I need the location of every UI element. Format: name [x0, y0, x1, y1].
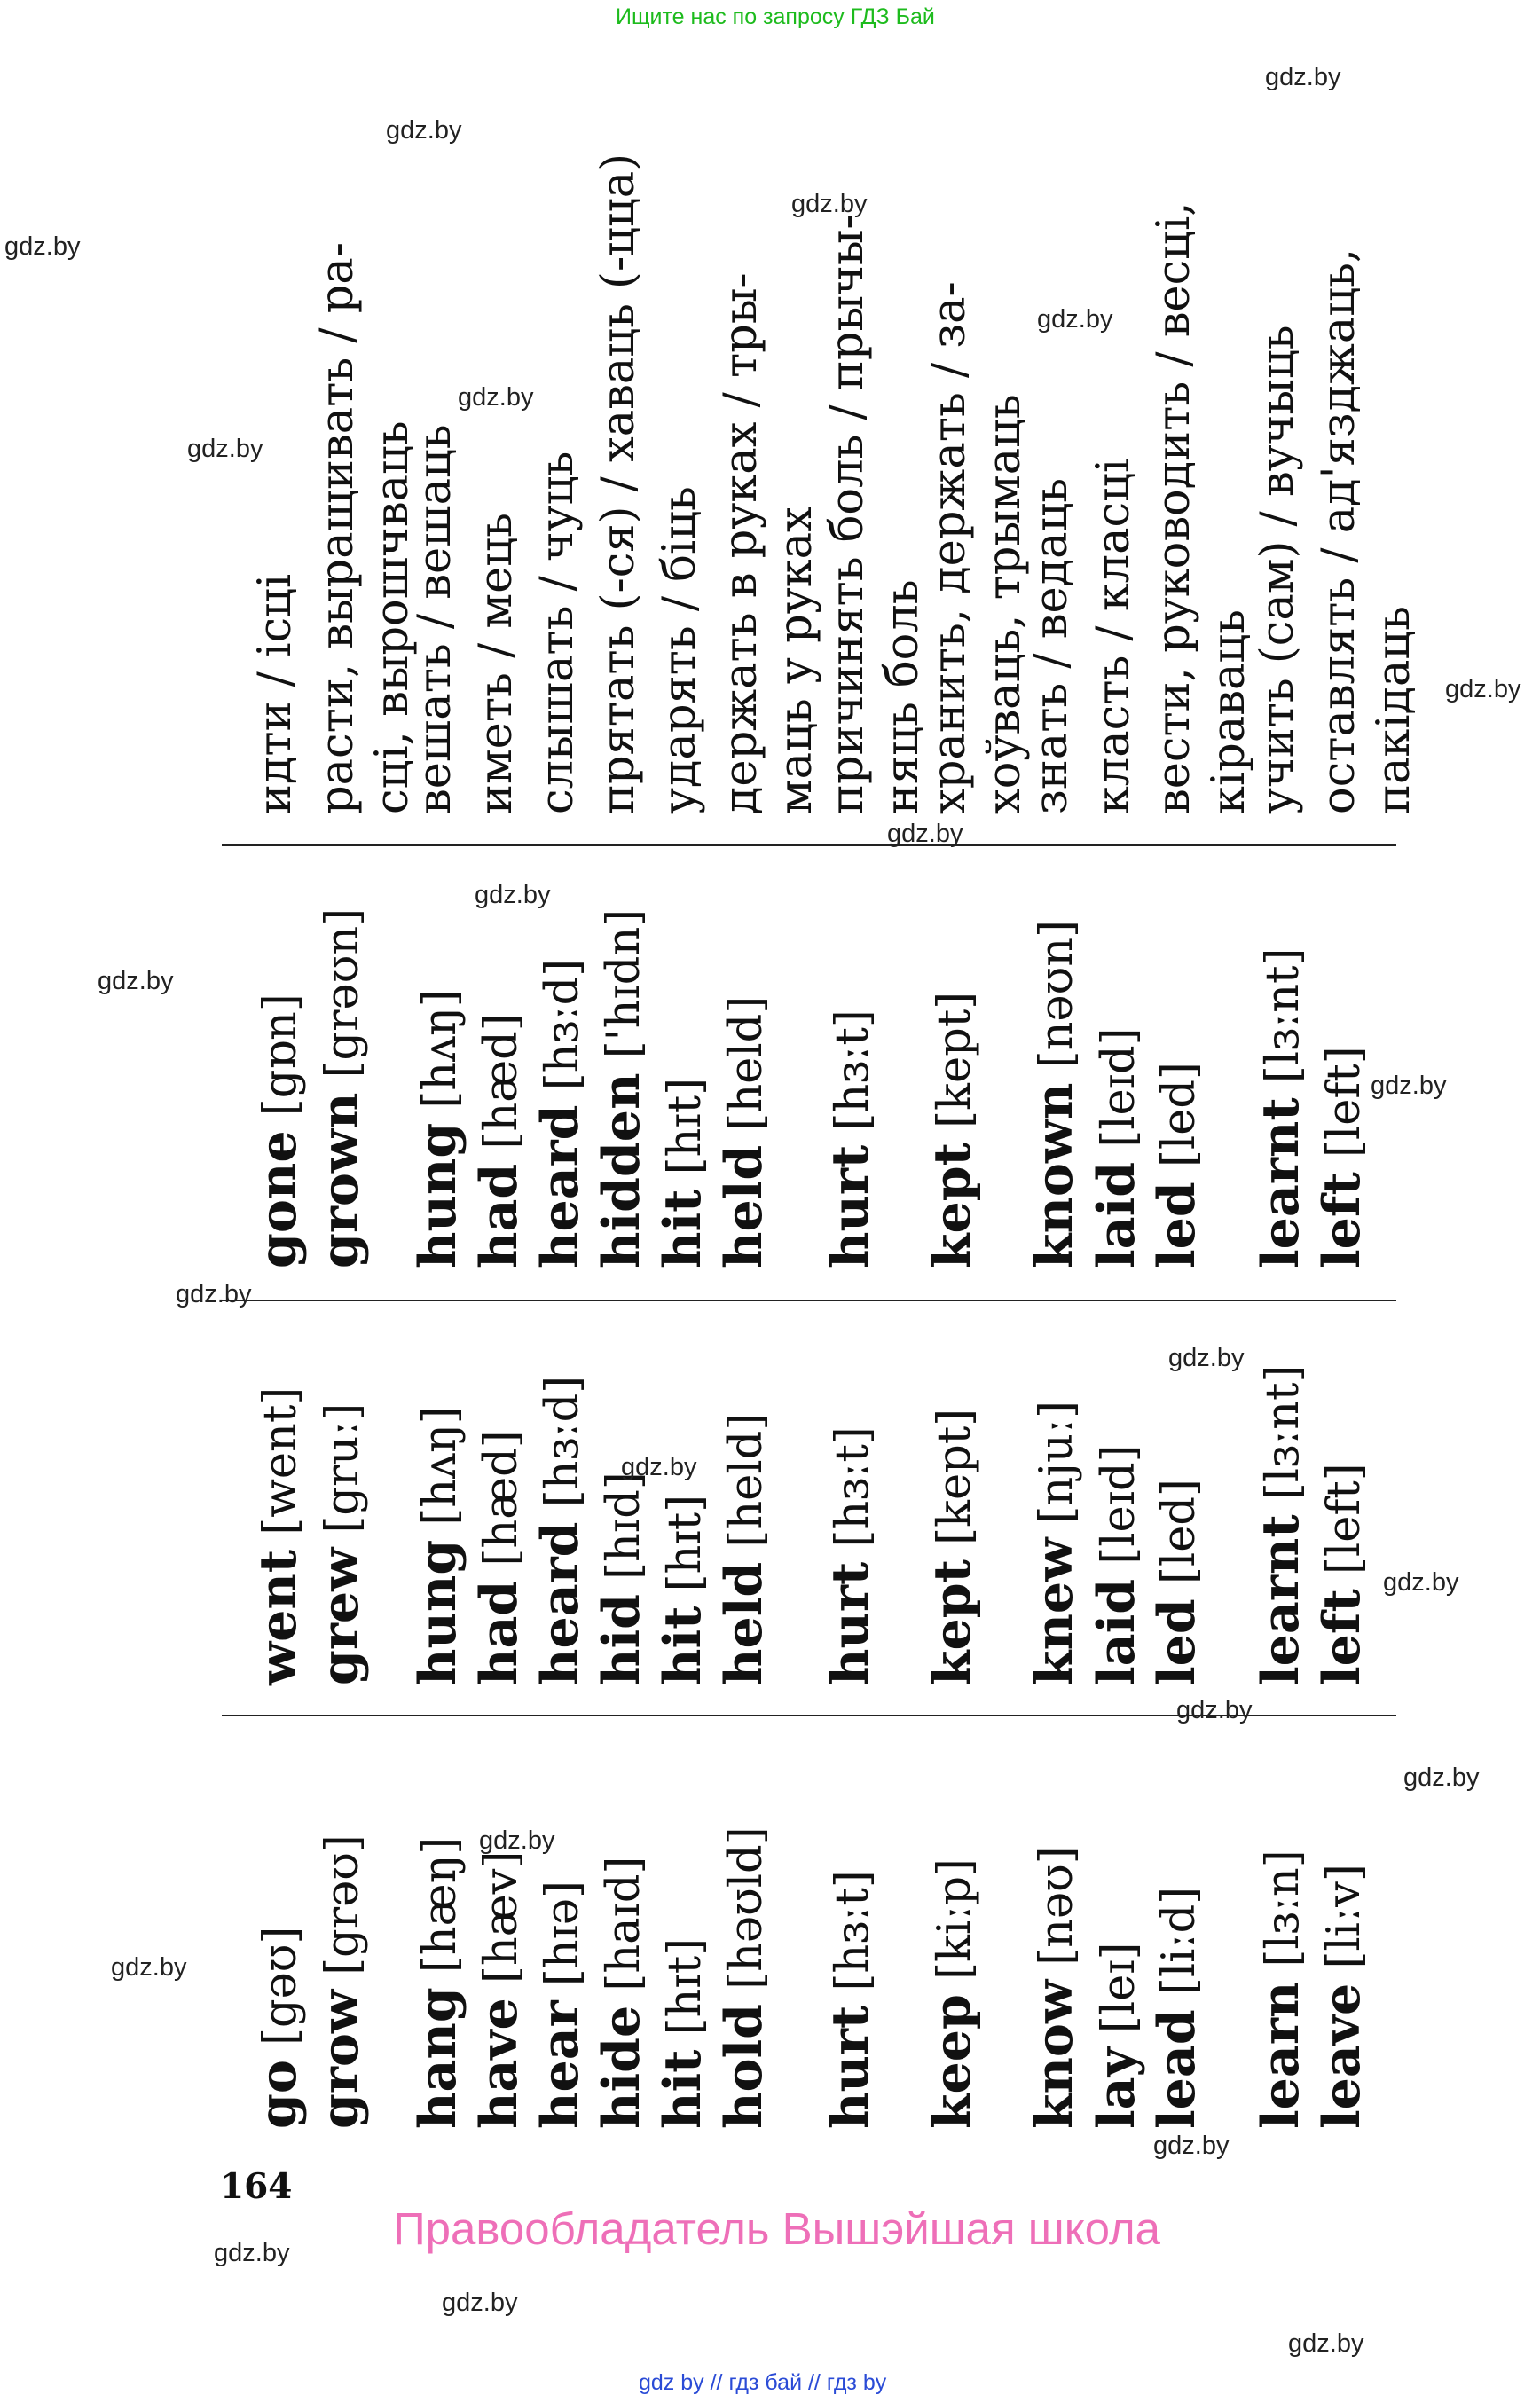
translation-text: ударять / біць — [654, 486, 706, 814]
infinitive-transcription: [haɪd] — [598, 1856, 650, 2006]
translation-text: идти / ісці — [249, 573, 302, 814]
infinitive-transcription: [hɜːt] — [827, 1870, 879, 2006]
infinitive-transcription: [hæv] — [475, 1850, 528, 1999]
translation-line — [715, 272, 772, 814]
infinitive-word: learn — [1251, 1981, 1310, 2129]
verb-past-participle — [821, 1009, 880, 1268]
verb-infinitive — [530, 1880, 590, 2129]
past-word: went — [248, 1549, 308, 1685]
verb-infinitive — [310, 1834, 370, 2129]
participle-word: laid — [1087, 1161, 1146, 1268]
participle-transcription: [leɪd] — [1093, 1027, 1145, 1162]
verb-infinitive — [1312, 1864, 1371, 2129]
verb-past-simple — [469, 1430, 529, 1685]
verb-past-participle — [592, 908, 651, 1268]
watermark: gdz.by — [1153, 2132, 1230, 2160]
watermark: gdz.by — [111, 1953, 187, 1982]
participle-transcription: ['hɪdn] — [598, 908, 650, 1073]
verb-past-simple — [1251, 1364, 1310, 1685]
past-transcription: [hɜːd] — [537, 1375, 589, 1522]
translation-line — [770, 507, 827, 814]
past-word: grew — [310, 1547, 370, 1685]
verb-past-participle — [1251, 947, 1310, 1268]
translation-text: причинять боль / прычы- — [821, 214, 874, 814]
verb-past-simple — [1147, 1479, 1206, 1685]
watermark: gdz.by — [791, 190, 868, 218]
translation-text: держать в руках / тры- — [715, 272, 767, 814]
watermark: gdz.by — [1037, 305, 1113, 334]
infinitive-word: grow — [310, 1990, 370, 2129]
infinitive-word: lay — [1087, 2047, 1146, 2129]
participle-word: held — [714, 1144, 774, 1268]
participle-word: gone — [248, 1130, 308, 1268]
translation-text: прятать (-ся) / хаваць (-цца) — [593, 153, 645, 814]
participle-word: had — [469, 1163, 529, 1268]
translation-line — [821, 214, 878, 814]
watermark: gdz.by — [1168, 1344, 1245, 1372]
past-word: hit — [653, 1606, 712, 1685]
infinitive-word: lead — [1147, 2009, 1206, 2129]
watermark: gdz.by — [1383, 1568, 1459, 1597]
verb-past-simple — [248, 1386, 308, 1685]
past-word: held — [714, 1561, 774, 1685]
verb-past-participle — [408, 989, 468, 1268]
translation-text: оставлять / ад'язджаць, — [1313, 247, 1365, 814]
verb-infinitive — [1087, 1942, 1146, 2129]
infinitive-word: leave — [1312, 1983, 1371, 2129]
translation-text: иметь / мець — [470, 513, 522, 814]
participle-transcription: [held] — [720, 995, 773, 1145]
verb-infinitive — [248, 1926, 308, 2129]
infinitive-word: hear — [530, 2000, 590, 2129]
participle-word: led — [1147, 1182, 1206, 1268]
watermark: gdz.by — [1176, 1696, 1253, 1724]
verb-past-simple — [923, 1408, 982, 1685]
watermark: gdz.by — [887, 820, 963, 848]
past-transcription: [lɜːnt] — [1257, 1364, 1309, 1515]
translation-text: знать / ведаць — [1025, 477, 1078, 814]
watermark: gdz.by — [187, 435, 263, 463]
past-transcription: [hɪt] — [659, 1494, 711, 1606]
translation-line — [1088, 458, 1144, 814]
translation-text: класть / класці — [1088, 458, 1140, 814]
past-word: had — [469, 1580, 529, 1685]
participle-word: learnt — [1251, 1097, 1310, 1268]
verb-past-simple — [530, 1375, 590, 1685]
verb-past-simple — [408, 1406, 468, 1685]
infinitive-transcription: [leɪ] — [1093, 1942, 1145, 2048]
verb-past-simple — [592, 1472, 651, 1685]
past-transcription: [held] — [720, 1412, 773, 1562]
copyright-notice: Правообладатель Вышэйшая школа — [393, 2203, 1160, 2254]
past-transcription: [kept] — [929, 1408, 981, 1560]
verb-past-participle — [1025, 920, 1084, 1268]
watermark: gdz.by — [214, 2239, 290, 2267]
verb-past-participle — [1147, 1062, 1206, 1268]
verb-past-participle — [469, 1013, 529, 1268]
watermark: gdz.by — [98, 967, 174, 995]
infinitive-transcription: [gəʊ] — [255, 1926, 307, 2061]
past-transcription: [hɜːt] — [827, 1426, 879, 1562]
infinitive-transcription: [hæŋ] — [414, 1836, 467, 1988]
translation-text: пакідаць — [1368, 606, 1420, 814]
translation-text: сці, вырошчваць — [366, 420, 419, 814]
participle-transcription: [grəʊn] — [317, 907, 369, 1093]
participle-word: heard — [530, 1104, 590, 1268]
verb-infinitive — [408, 1836, 468, 2129]
verb-infinitive — [923, 1858, 982, 2129]
participle-word: hung — [408, 1122, 468, 1268]
translation-line — [531, 451, 588, 814]
divider-translation — [222, 844, 1396, 846]
infinitive-word: hit — [653, 2049, 712, 2129]
participle-word: left — [1312, 1172, 1371, 1268]
watermark: gdz.by — [1445, 675, 1521, 703]
verb-past-participle — [310, 907, 370, 1268]
past-transcription: [went] — [255, 1386, 307, 1550]
verb-infinitive — [1147, 1886, 1206, 2129]
infinitive-transcription: [grəʊ] — [317, 1834, 369, 1991]
translation-line — [1148, 201, 1205, 815]
verb-past-participle — [248, 993, 308, 1268]
participle-transcription: [hʌŋ] — [414, 989, 467, 1123]
participle-transcription: [hɪt] — [659, 1077, 711, 1190]
infinitive-word: go — [248, 2060, 308, 2129]
past-transcription: [led] — [1153, 1479, 1206, 1599]
past-word: learnt — [1251, 1514, 1310, 1685]
translation-line — [249, 573, 306, 814]
past-transcription: [hʌŋ] — [414, 1406, 467, 1540]
translation-line — [654, 486, 711, 814]
past-word: left — [1312, 1589, 1371, 1685]
past-transcription: [njuː] — [1031, 1401, 1083, 1538]
divider-past-participle — [222, 1300, 1396, 1301]
past-word: led — [1147, 1598, 1206, 1685]
translation-text: учить (сам) / вучыць — [1252, 325, 1304, 814]
past-transcription: [gruː] — [317, 1402, 369, 1548]
infinitive-word: keep — [923, 1994, 982, 2129]
translation-line — [593, 153, 649, 814]
verb-past-participle — [1312, 1046, 1371, 1268]
page-number: 164 — [220, 2166, 293, 2207]
verb-infinitive — [592, 1856, 651, 2129]
participle-word: known — [1025, 1082, 1084, 1268]
infinitive-word: have — [469, 1998, 529, 2129]
verb-past-simple — [1312, 1463, 1371, 1685]
past-word: laid — [1087, 1578, 1146, 1685]
infinitive-transcription: [hɪə] — [537, 1880, 589, 2001]
past-word: hung — [408, 1539, 468, 1685]
participle-transcription: [kept] — [929, 991, 981, 1143]
translation-text: кіраваць — [1203, 609, 1255, 814]
participle-word: grown — [310, 1092, 370, 1268]
verb-past-participle — [530, 958, 590, 1268]
verb-past-simple — [310, 1402, 370, 1685]
translation-line — [1025, 477, 1082, 814]
top-banner: Ищите нас по запросу ГДЗ Бай — [616, 4, 935, 29]
watermark: gdz.by — [621, 1453, 697, 1481]
participle-transcription: [lɜːnt] — [1257, 947, 1309, 1098]
watermark: gdz.by — [386, 116, 462, 145]
verb-past-simple — [1087, 1444, 1146, 1685]
past-word: hurt — [821, 1561, 880, 1685]
translation-line — [1313, 247, 1370, 814]
watermark: gdz.by — [479, 1826, 555, 1855]
verb-infinitive — [714, 1826, 774, 2129]
translation-line — [1252, 325, 1308, 814]
verb-infinitive — [1251, 1849, 1310, 2129]
participle-word: hidden — [592, 1072, 651, 1268]
participle-word: kept — [923, 1143, 982, 1268]
watermark: gdz.by — [1288, 2329, 1364, 2358]
verb-past-simple — [821, 1426, 880, 1685]
translation-text: расти, выращивать / ра- — [311, 242, 364, 814]
bottom-banner: gdz by // гдз бай // гдз by — [639, 2370, 887, 2395]
infinitive-transcription: [liːv] — [1318, 1864, 1371, 1983]
participle-transcription: [hæd] — [475, 1013, 528, 1164]
verb-infinitive — [1025, 1846, 1084, 2129]
past-transcription: [hɪd] — [598, 1472, 650, 1595]
verb-infinitive — [653, 1937, 712, 2129]
verb-infinitive — [821, 1870, 880, 2129]
infinitive-word: hurt — [821, 2005, 880, 2129]
infinitive-transcription: [liːd] — [1153, 1886, 1206, 2010]
watermark: gdz.by — [1265, 63, 1341, 91]
participle-word: hurt — [821, 1144, 880, 1268]
participle-transcription: [hɜːd] — [537, 958, 589, 1105]
verb-past-participle — [714, 995, 774, 1268]
translation-line — [470, 513, 527, 814]
participle-transcription: [led] — [1153, 1062, 1206, 1182]
infinitive-word: know — [1025, 1979, 1084, 2129]
infinitive-word: hold — [714, 2004, 774, 2129]
participle-transcription: [left] — [1318, 1046, 1371, 1173]
participle-word: hit — [653, 1189, 712, 1268]
participle-transcription: [hɜːt] — [827, 1009, 879, 1145]
watermark: gdz.by — [442, 2289, 518, 2317]
participle-transcription: [gɒn] — [255, 993, 307, 1131]
verb-past-participle — [653, 1077, 712, 1268]
infinitive-transcription: [həʊld] — [720, 1826, 773, 2005]
past-transcription: [hæd] — [475, 1430, 528, 1581]
participle-transcription: [nəʊn] — [1031, 920, 1083, 1083]
translation-text: хранить, держать / за- — [923, 281, 976, 814]
translation-line — [923, 281, 980, 814]
infinitive-transcription: [nəʊ] — [1031, 1846, 1083, 1980]
infinitive-word: hide — [592, 2005, 651, 2129]
translation-text: маць у руках — [770, 507, 822, 814]
translation-line — [1368, 606, 1425, 814]
past-word: knew — [1025, 1537, 1084, 1685]
past-transcription: [leɪd] — [1093, 1444, 1145, 1579]
watermark: gdz.by — [458, 383, 534, 412]
translation-line — [409, 424, 466, 814]
verb-past-participle — [923, 991, 982, 1268]
translation-text: хоўваць, трымаць — [978, 394, 1031, 814]
verb-infinitive — [469, 1850, 529, 2129]
translation-text: няць боль — [876, 579, 929, 814]
infinitive-transcription: [kiːp] — [929, 1858, 981, 1995]
verb-past-simple — [653, 1494, 712, 1685]
verb-past-simple — [714, 1412, 774, 1685]
watermark: gdz.by — [1403, 1763, 1480, 1792]
past-transcription: [left] — [1318, 1463, 1371, 1590]
past-word: hid — [592, 1594, 651, 1685]
infinitive-word: hang — [408, 1987, 468, 2129]
watermark: gdz.by — [1371, 1072, 1447, 1100]
translation-text: вешать / вешаць — [409, 424, 461, 814]
verb-past-participle — [1087, 1027, 1146, 1268]
past-word: heard — [530, 1521, 590, 1685]
verb-past-simple — [1025, 1401, 1084, 1685]
infinitive-transcription: [hɪt] — [659, 1937, 711, 2050]
translation-text: вести, руководить / весці, — [1148, 201, 1200, 814]
infinitive-transcription: [lɜːn] — [1257, 1849, 1309, 1982]
past-word: kept — [923, 1559, 982, 1685]
watermark: gdz.by — [475, 881, 551, 909]
watermark: gdz.by — [176, 1280, 252, 1308]
translation-line — [311, 242, 368, 814]
translation-text: слышать / чуць — [531, 451, 584, 814]
watermark: gdz.by — [4, 232, 81, 261]
